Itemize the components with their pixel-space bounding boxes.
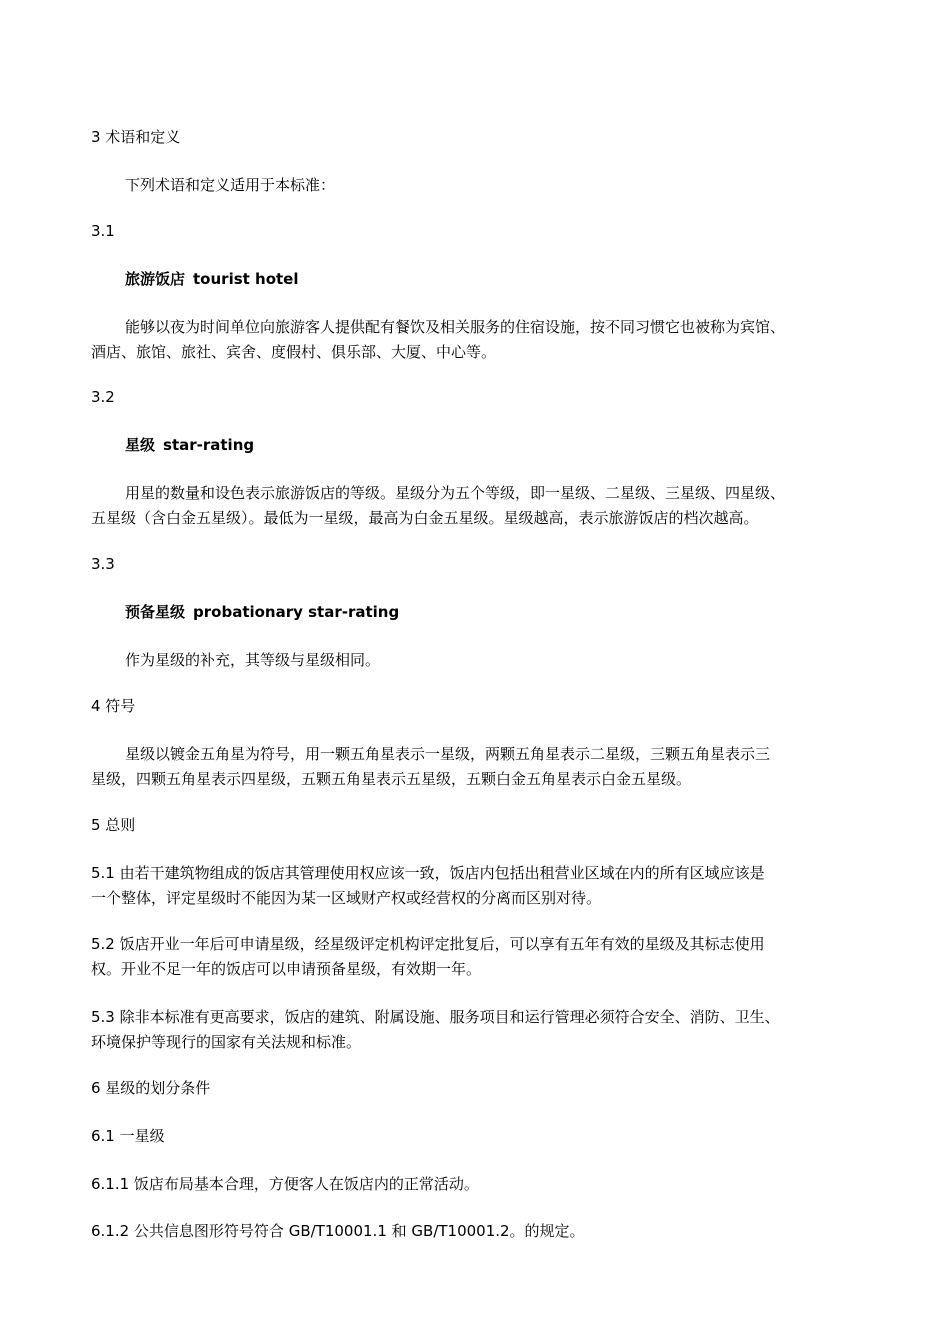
term-3-1-english: tourist hotel <box>193 270 299 288</box>
term-3-2-definition-line-2: 五星级（含白金五星级）。最低为一星级，最高为白金五星级。星级越高，表示旅游饭店的档次越高。 <box>91 509 759 527</box>
section-5-heading: 5 总则 <box>91 816 136 834</box>
term-3-3-english: probationary star-rating <box>193 603 400 621</box>
term-3-1-definition-line-1: 能够以夜为时间单位向旅游客人提供配有餐饮及相关服务的住宿设施，按不同习惯它也被称为宾馆、 <box>125 318 786 336</box>
clause-5-3-line-2: 环境保护等现行的国家有关法规和标准。 <box>91 1033 362 1051</box>
section-3-intro: 下列术语和定义适用于本标准： <box>125 176 336 194</box>
term-3-1-title <box>125 268 860 290</box>
term-3-2-number: 3.2 <box>91 388 115 406</box>
clause-5-1-line-2: 一个整体，评定星级时不能因为某一区域财产权或经营权的分离而区别对待。 <box>91 889 602 907</box>
section-4-paragraph-line-1: 星级以镀金五角星为符号，用一颗五角星表示一星级，两颗五角星表示二星级，三颗五角星表示三 <box>125 745 771 763</box>
term-3-3-chinese: 预备星级 <box>125 603 186 621</box>
term-3-2-chinese: 星级 <box>125 436 156 454</box>
term-3-3-definition: 作为星级的补充，其等级与星级相同。 <box>125 651 381 669</box>
term-3-1-chinese: 旅游饭店 <box>125 270 186 288</box>
clause-5-2-line-1: 5.2 饭店开业一年后可申请星级，经星级评定机构评定批复后，可以享有五年有效的星级及其标志使用 <box>91 935 765 953</box>
clause-6-1-1: 6.1.1 饭店布局基本合理，方便客人在饭店内的正常活动。 <box>91 1175 479 1193</box>
clause-6-1-2: 6.1.2 公共信息图形符号符合 GB/T10001.1 和 GB/T10001.2。的规定。 <box>91 1222 585 1240</box>
term-3-1-number: 3.1 <box>91 222 115 240</box>
clause-5-3-line-1: 5.3 除非本标准有更高要求，饭店的建筑、附属设施、服务项目和运行管理必须符合安全、消防、卫生、 <box>91 1008 780 1026</box>
clause-5-1-line-1: 5.1 由若干建筑物组成的饭店其管理使用权应该一致，饭店内包括出租营业区域在内的所有区域应该是 <box>91 864 765 882</box>
term-3-2-title <box>125 434 860 456</box>
clause-6-1-heading: 6.1 一星级 <box>91 1127 165 1145</box>
section-6-heading: 6 星级的划分条件 <box>91 1079 211 1097</box>
term-3-1-definition-line-2: 酒店、旅馆、旅社、宾舍、度假村、俱乐部、大厦、中心等。 <box>91 343 497 361</box>
section-4-heading: 4 符号 <box>91 697 136 715</box>
term-3-2-definition-line-1: 用星的数量和设色表示旅游饭店的等级。星级分为五个等级，即一星级、二星级、三星级、四星级、 <box>125 484 786 502</box>
section-3-heading: 3 术语和定义 <box>91 128 181 146</box>
section-4-paragraph-line-2: 星级，四颗五角星表示四星级，五颗五角星表示五星级，五颗白金五角星表示白金五星级。 <box>91 770 692 788</box>
clause-5-2-line-2: 权。开业不足一年的饭店可以申请预备星级，有效期一年。 <box>91 960 482 978</box>
term-3-3-number: 3.3 <box>91 555 115 573</box>
term-3-3-title <box>125 601 860 623</box>
term-3-2-english: star-rating <box>163 436 255 454</box>
